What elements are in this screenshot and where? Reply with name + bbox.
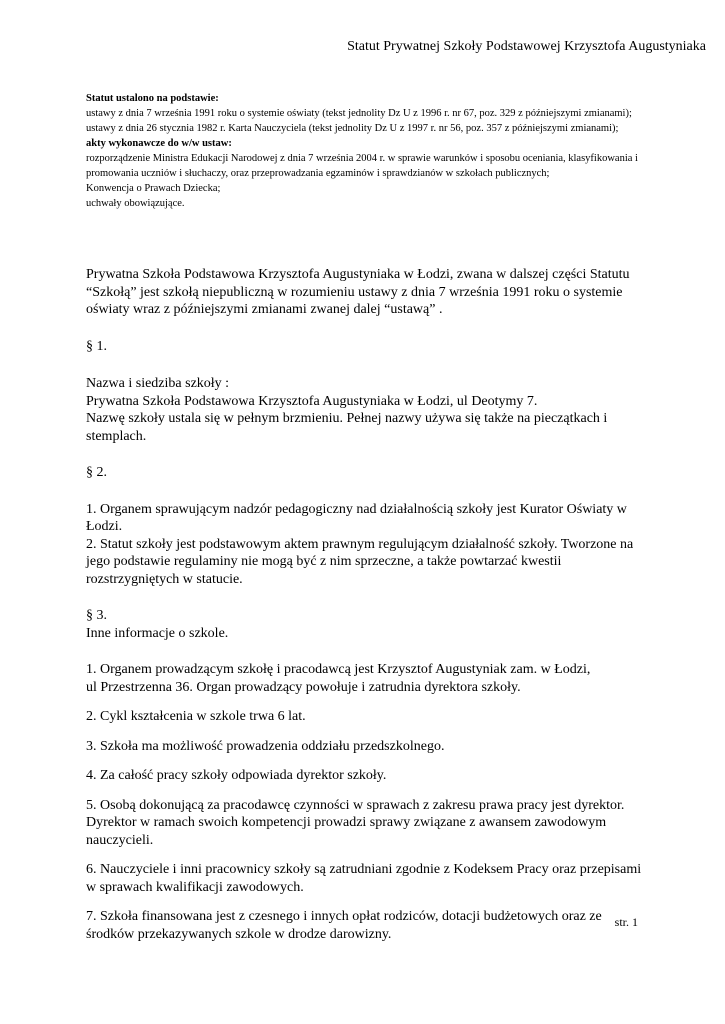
statute-body [86, 266, 646, 943]
section-3-point-7: 7. Szkoła finansowana jest z czesnego i innych opłat rodziców, dotacji budżetowych oraz ze środków przekazywanych szkole w drodze darowizny. [86, 909, 602, 942]
school-name-address: Prywatna Szkoła Podstawowa Krzysztofa Augustyniaka w Łodzi, ul Deotymy 7. [86, 393, 538, 409]
school-name-usage: Nazwę szkoły ustala się w pełnym brzmieniu. Pełnej nazwy używa się także na pieczątkach i stemplach. [86, 411, 608, 444]
section-2-heading: § 2. [86, 465, 107, 480]
section-3-heading: § 3. [86, 608, 107, 623]
basis-item: ustawy z dnia 7 września 1991 roku o systemie oświaty (tekst jednolity Dz U z 1996 r. nr 67, poz. 329 z późniejszymi zmianami); [86, 108, 632, 119]
section-3-point-2: 2. Cykl kształcenia w szkole trwa 6 lat. [86, 709, 306, 724]
legal-basis-section [86, 91, 646, 211]
section-3-point-3: 3. Szkoła ma możliwość prowadzenia oddziału przedszkolnego. [86, 738, 445, 754]
section-2-point-2: 2. Statut szkoły jest podstawowym aktem prawnym regulującym działalność szkoły. Tworzone na jego podstawie regulaminy nie mogą być z nim sprzeczne, a także powtarzać kwestii rozstrzygniętych w statucie. [86, 536, 634, 587]
section-3-subheading: Inne informacje o szkole. [86, 625, 229, 641]
act-item: rozporządzenie Ministra Edukacji Narodowej z dnia 7 września 2004 r. w sprawie warunków i sposobu oceniania, klasyfikowania i promowania uczniów i słuchaczy, oraz przeprowadzania egzaminów i sprawdzianów w szkołach publicznych; [86, 153, 638, 179]
acts-heading: akty wykonawcze do w/w ustaw: [86, 138, 232, 149]
school-name-label: Nazwa i siedziba szkoły : [86, 376, 230, 391]
section-3-point-6: 6. Nauczyciele i inni pracownicy szkoły są zatrudniani zgodnie z Kodeksem Pracy oraz przepisami w sprawach kwalifikacji zawodowych. [86, 862, 642, 895]
document-header-title: Statut Prywatnej Szkoły Podstawowej Krzysztofa Augustyniaka [347, 39, 706, 54]
basis-heading: Statut ustalono na podstawie: [86, 93, 219, 104]
act-item: uchwały obowiązujące. [86, 198, 185, 209]
section-3-point-4: 4. Za całość pracy szkoły odpowiada dyrektor szkoły. [86, 768, 387, 783]
page-number: str. 1 [614, 915, 638, 929]
basis-item: ustawy z dnia 26 stycznia 1982 r. Karta Nauczyciela (tekst jednolity Dz U z 1997 r. nr 56, poz. 357 z późniejszymi zmianami); [86, 123, 619, 134]
intro-paragraph: Prywatna Szkoła Podstawowa Krzysztofa Augustyniaka w Łodzi, zwana w dalszej części Statutu “Szkołą” jest szkołą niepubliczną w rozumieniu ustawy z dnia 7 września 1991 roku o systemie oświaty wraz z późniejszymi zmianami zwanej dalej “ustawą” . [86, 267, 630, 317]
section-2-point-1: 1. Organem sprawującym nadzór pedagogiczny nad działalnością szkoły jest Kurator Oświaty w Łodzi. [86, 501, 627, 534]
act-item: Konwencja o Prawach Dziecka; [86, 183, 221, 194]
section-3-point-1-line-2: ul Przestrzenna 36. Organ prowadzący powołuje i zatrudnia dyrektora szkoły. [86, 679, 521, 695]
section-3-point-5-line-1: 5. Osobą dokonującą za pracodawcę czynności w sprawach z zakresu prawa pracy jest dyrektor. [86, 797, 625, 813]
section-1-heading: § 1. [86, 338, 107, 354]
section-3-point-5-line-2: Dyrektor w ramach swoich kompetencji prowadzi sprawy związane z awansem zawodowym nauczycieli. [86, 815, 607, 848]
section-3-point-1-line-1: 1. Organem prowadzącym szkołę i pracodawcą jest Krzysztof Augustyniak zam. w Łodzi, [86, 662, 591, 677]
